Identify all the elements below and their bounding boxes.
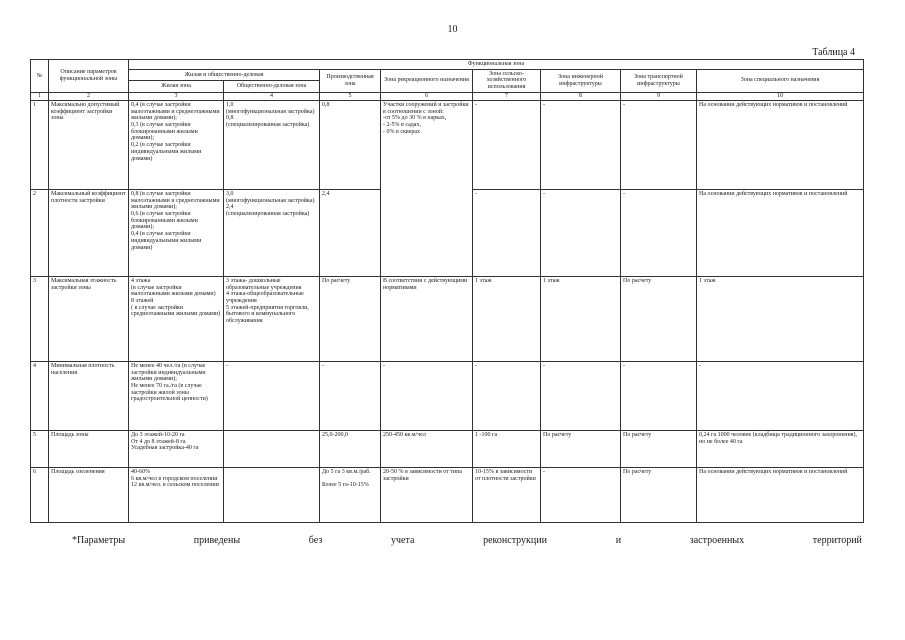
row-num: 3 <box>31 276 49 361</box>
cell-special: - <box>697 361 864 430</box>
cell-industrial: 25,0-200,0 <box>320 430 381 467</box>
cell-transport: По расчету <box>621 467 697 522</box>
header-recreational: Зона рекреационного назначения <box>381 69 473 92</box>
footnote-word: *Параметры <box>72 535 126 546</box>
cell-transport: - <box>621 100 697 189</box>
cell-industrial: По расчету <box>320 276 381 361</box>
row-description: Минимальная плотность населения <box>49 361 129 430</box>
column-index: 2 <box>49 92 129 100</box>
header-num: № <box>31 60 49 93</box>
column-index: 10 <box>697 92 864 100</box>
cell-agricultural: - <box>473 189 541 276</box>
header-description: Описание параметров функциональной зоны <box>49 60 129 93</box>
cell-engineering: 1 этаж <box>541 276 621 361</box>
cell-recreational: 20-50 % в зависимости от типа застройки <box>381 467 473 522</box>
cell-residential: 4 этажа (в случае застройки малоэтажными жилыми домами) 8 этажей ( в случае застройки среднеэтажными жилыми домами) <box>129 276 224 361</box>
footnote-word: территорий <box>812 535 862 546</box>
column-index: 4 <box>224 92 320 100</box>
cell-recreational: Участки сооружений и застройки в соотношении с зоной: -от 5% до 30 % в парках, - 2-5% в садах, - 0% в скверах <box>381 100 473 276</box>
row-num: 5 <box>31 430 49 467</box>
cell-residential: 0,4 (в случае застройки малоэтажными и среднеэтажными жилыми домами); 0,3 (в случае застройки блокированными жилыми домами); 0,2 (в случае застройки индивидуальными жилыми домами) <box>129 100 224 189</box>
row-description: Площадь зоны <box>49 430 129 467</box>
row-description: Максимальный коэффициент плотности застройки <box>49 189 129 276</box>
cell-industrial: До 5 га 3 кв.м./раб. Более 5 га-10-15% <box>320 467 381 522</box>
cell-transport: По расчету <box>621 276 697 361</box>
cell-transport: - <box>621 189 697 276</box>
table-row <box>31 467 864 522</box>
footnote-word: застроенных <box>689 535 745 546</box>
cell-transport: По расчету <box>621 430 697 467</box>
cell-recreational: 250-450 кв.м/чел <box>381 430 473 467</box>
cell-public-business: 3,0 (многофункциональная застройка) 2,4 (специализированная застройка) <box>224 189 320 276</box>
footnote <box>72 535 862 546</box>
cell-public-business <box>224 430 320 467</box>
cell-special: На основании действующих нормативов и постановлений <box>697 100 864 189</box>
header-industrial: Производственная зона <box>320 69 381 92</box>
column-index: 1 <box>31 92 49 100</box>
header-residential-business: Жилая и общественно-деловая <box>129 69 320 81</box>
cell-engineering: - <box>541 467 621 522</box>
cell-public-business: - <box>224 361 320 430</box>
cell-special: 0,24 га 1000 человек (кладбища традиционного захоронения), но не более 40 га <box>697 430 864 467</box>
header-transport: Зона транспортной инфраструктуры <box>621 69 697 92</box>
header-public-business: Общественно-деловая зона <box>224 81 320 93</box>
cell-industrial: 2,4 <box>320 189 381 276</box>
table-row <box>31 276 864 361</box>
header-functional-zone: Функциональная зона <box>129 60 864 70</box>
cell-residential: 40-60% 6 кв.м/чел в городском поселении 12 кв.м/чел. в сельском поселении <box>129 467 224 522</box>
cell-agricultural: 10-15% в зависимости от плотности застройки <box>473 467 541 522</box>
column-index: 8 <box>541 92 621 100</box>
cell-agricultural: 1 -100 га <box>473 430 541 467</box>
cell-agricultural: - <box>473 100 541 189</box>
table-row <box>31 361 864 430</box>
cell-transport: - <box>621 361 697 430</box>
cell-public-business <box>224 467 320 522</box>
footnote-word: приведены <box>193 535 241 546</box>
column-index: 5 <box>320 92 381 100</box>
cell-agricultural: 1 этаж <box>473 276 541 361</box>
cell-residential: До 3 этажей-10-20 га От 4 до 8 этажей-8 га Усадебная застройка-40 га <box>129 430 224 467</box>
footnote-word: реконструкции <box>483 535 547 546</box>
column-index: 3 <box>129 92 224 100</box>
cell-residential: Не менее 40 чел./га (в случае застройки индивидуальными жилыми домами); Не менее 70 га./га (в случае застройки жилой зоны градостроительной ценности) <box>129 361 224 430</box>
cell-engineering: - <box>541 100 621 189</box>
row-description: Максимальная этажность застройки зоны <box>49 276 129 361</box>
header-engineering: Зона инженерной инфраструктуры <box>541 69 621 92</box>
cell-public-business: 1,0 (многофункциональная застройка) 0,8 (специализированная застройка) <box>224 100 320 189</box>
cell-engineering: По расчету <box>541 430 621 467</box>
column-index: 9 <box>621 92 697 100</box>
cell-engineering: - <box>541 361 621 430</box>
table-caption: Таблица 4 <box>812 47 855 58</box>
footnote-word: учета <box>390 535 415 546</box>
row-num: 4 <box>31 361 49 430</box>
cell-public-business: 3 этажа- дошкольные образовательные учреждения 4 этажа-общеобразовательные учреждения 5 этажей-предприятия торговли, бытового и коммунального обслуживания <box>224 276 320 361</box>
row-num: 2 <box>31 189 49 276</box>
header-agricultural: Зона сельско-хозяйственного использования <box>473 69 541 92</box>
cell-engineering: - <box>541 189 621 276</box>
footnote-word: и <box>615 535 622 546</box>
column-index: 7 <box>473 92 541 100</box>
cell-recreational: - <box>381 361 473 430</box>
cell-special: На основании действующих нормативов и постановлений <box>697 467 864 522</box>
cell-industrial: 0,8 <box>320 100 381 189</box>
row-description: Площадь озеленения <box>49 467 129 522</box>
row-description: Максимально допустимый коэффициент застройки зоны <box>49 100 129 189</box>
table-row <box>31 430 864 467</box>
cell-special: На основании действующих нормативов и постановлений <box>697 189 864 276</box>
functional-zones-table <box>30 59 864 523</box>
row-num: 1 <box>31 100 49 189</box>
cell-recreational: В соответствии с действующими нормативами <box>381 276 473 361</box>
footnote-word: без <box>308 535 323 546</box>
cell-agricultural: - <box>473 361 541 430</box>
cell-special: 1 этаж <box>697 276 864 361</box>
table-row <box>31 100 864 189</box>
row-num: 6 <box>31 467 49 522</box>
page-number: 10 <box>447 24 458 35</box>
cell-residential: 0,8 (в случае застройки малоэтажными и среднеэтажными жилыми домами); 0,6 (в случае застройки блокированными жилыми домами); 0,4 (в случае застройки индивидуальными жилыми домами) <box>129 189 224 276</box>
cell-industrial: - <box>320 361 381 430</box>
header-residential: Жилая зона <box>129 81 224 93</box>
header-special: Зона специального назначения <box>697 69 864 92</box>
column-index: 6 <box>381 92 473 100</box>
